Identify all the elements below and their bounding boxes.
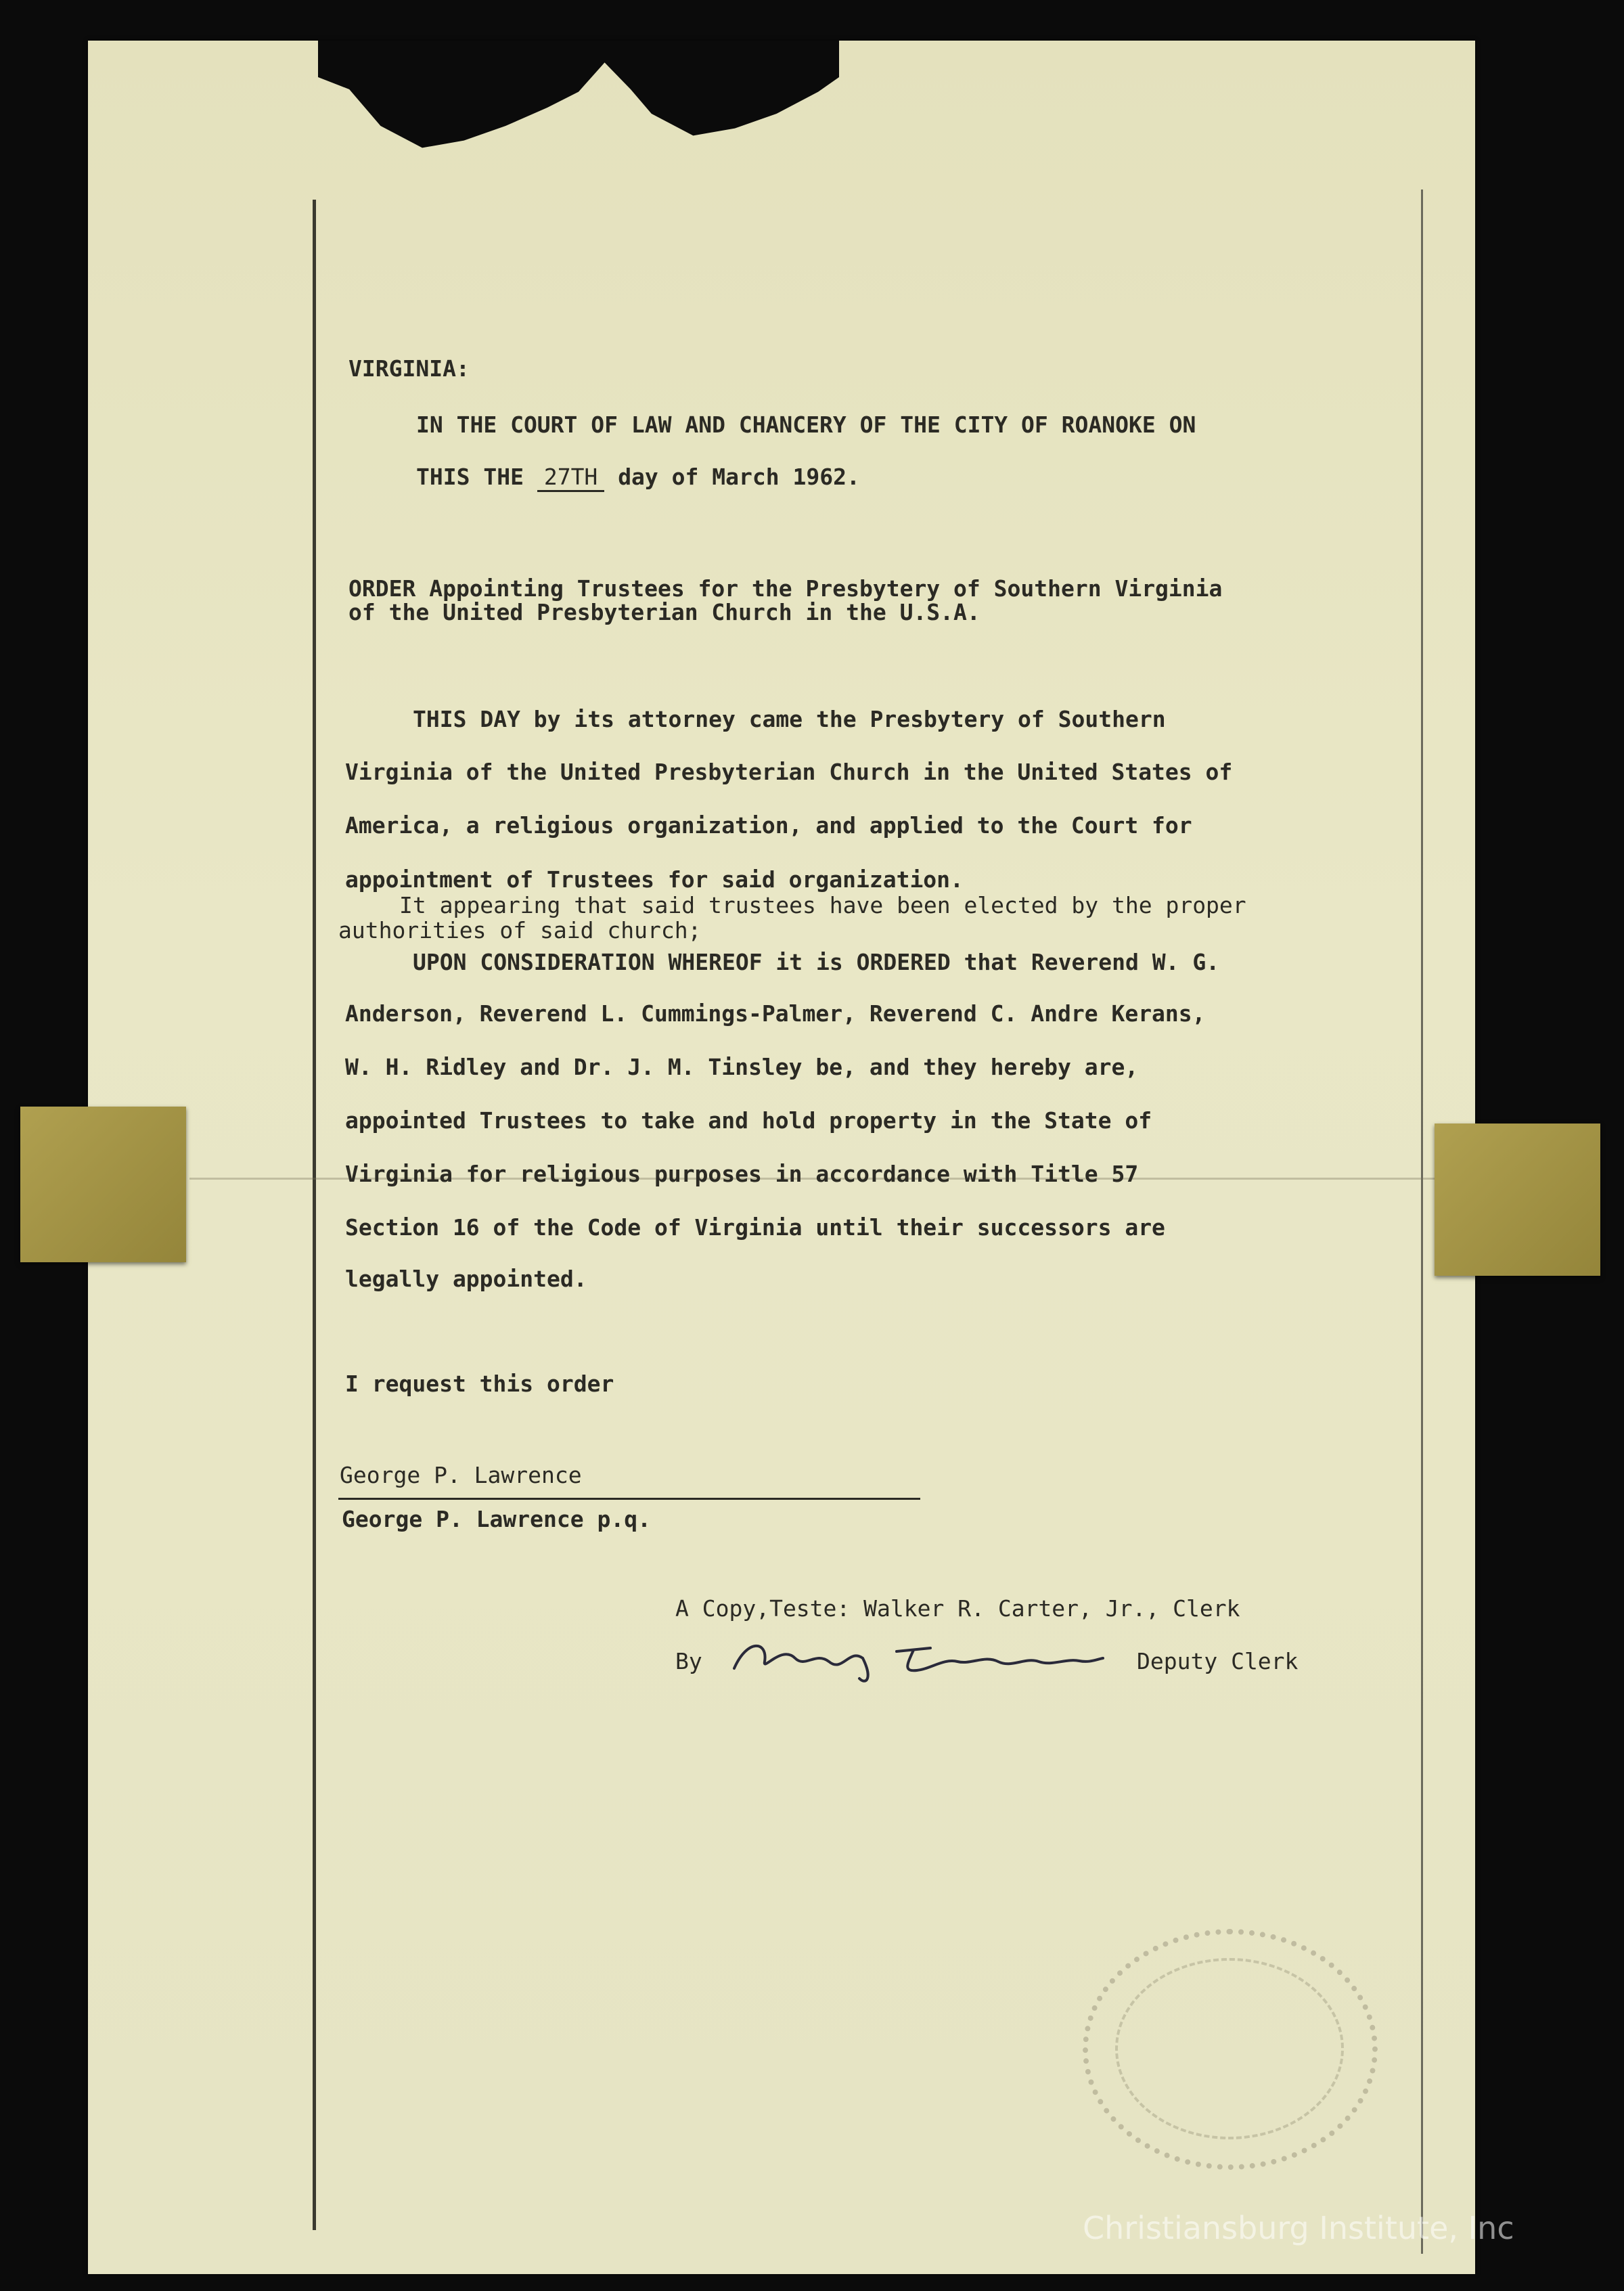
para3-line: W. H. Ridley and Dr. J. M. Tinsley be, and they hereby are, [345, 1054, 1139, 1080]
left-margin-rule [313, 200, 316, 2230]
para1-line: appointment of Trustees for said organization. [345, 866, 964, 893]
request-text: I request this order [345, 1371, 614, 1397]
signature-rule [338, 1498, 920, 1500]
tape-right [1435, 1124, 1600, 1276]
deputy-clerk-label: Deputy Clerk [1137, 1648, 1299, 1674]
para3-line: UPON CONSIDERATION WHEREOF it is ORDERED that Reverend W. G. [413, 949, 1220, 975]
order-title-line1: ORDER Appointing Trustees for the Presbytery of Southern Virginia [348, 575, 1223, 602]
para3-line: Section 16 of the Code of Virginia until their successors are [345, 1214, 1165, 1241]
para2-line: authorities of said church; [338, 917, 702, 943]
para3-line: Anderson, Reverend L. Cummings-Palmer, Reverend C. Andre Kerans, [345, 1000, 1206, 1027]
tape-left [20, 1107, 186, 1262]
order-title-line2: of the United Presbyterian Church in the U.S.A. [348, 599, 980, 625]
para2-line: It appearing that said trustees have been elected by the proper [399, 892, 1246, 918]
watermark: Christiansburg Institute, Inc [1083, 2210, 1514, 2246]
para3-line: Virginia for religious purposes in accordance with Title 57 [345, 1161, 1139, 1187]
court-line: IN THE COURT OF LAW AND CHANCERY OF THE CITY OF ROANOKE ON [416, 412, 1196, 438]
signer-line: George P. Lawrence p.q. [342, 1506, 651, 1532]
date-day: 27TH [537, 464, 604, 492]
state-heading: VIRGINIA: [348, 355, 470, 382]
para3-line: appointed Trustees to take and hold property in the State of [345, 1107, 1152, 1134]
date-prefix: THIS THE [416, 464, 524, 490]
deputy-signature [727, 1631, 1106, 1685]
date-suffix: day of March 1962. [618, 464, 860, 490]
certification-line: A Copy,Teste: Walker R. Carter, Jr., Clerk [675, 1595, 1240, 1622]
signer-name: George P. Lawrence [340, 1462, 582, 1488]
by-label: By [675, 1648, 702, 1674]
para3-line: legally appointed. [345, 1266, 587, 1292]
para1-line: THIS DAY by its attorney came the Presbytery of Southern [413, 706, 1166, 732]
para1-line: America, a religious organization, and applied to the Court for [345, 812, 1192, 839]
right-margin-rule [1421, 190, 1423, 2254]
embossed-seal-inner [1115, 1958, 1344, 2139]
date-line [416, 464, 860, 490]
para1-line: Virginia of the United Presbyterian Church in the United States of [345, 759, 1233, 785]
embossed-seal [1083, 1929, 1378, 2170]
